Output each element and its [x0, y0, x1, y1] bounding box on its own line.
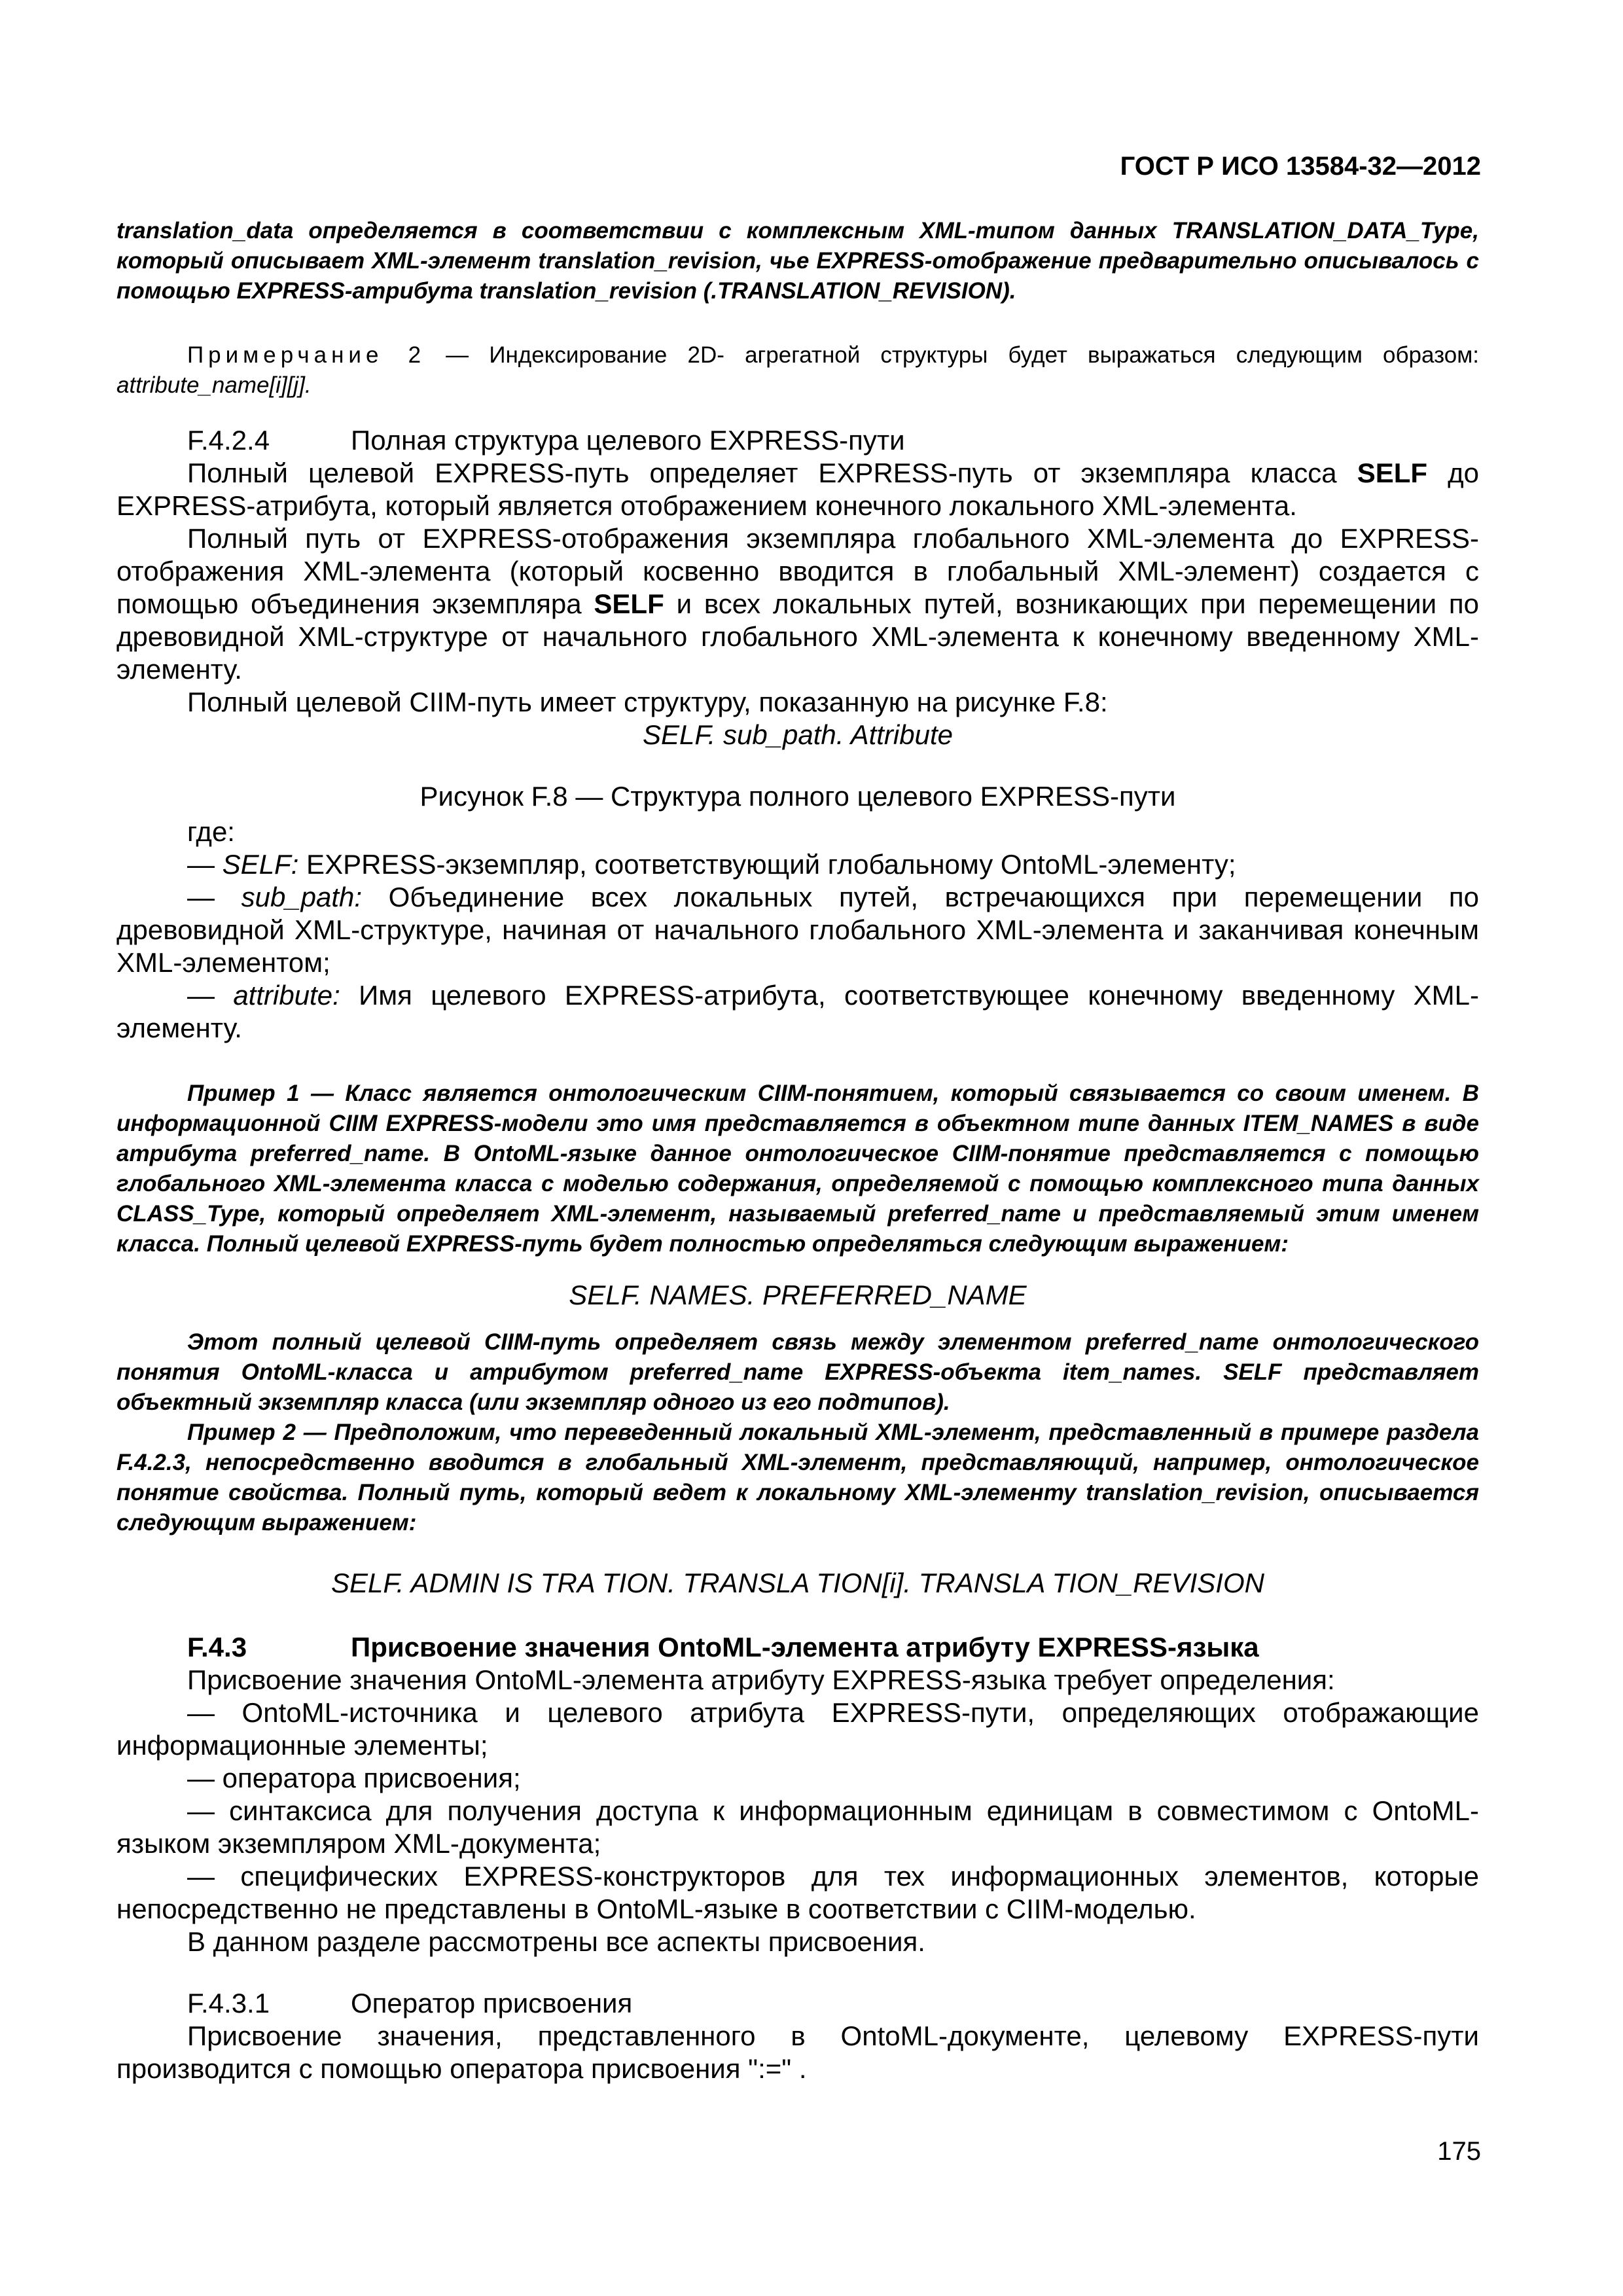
- section-number: F.4.3: [187, 1632, 247, 1662]
- paragraph-ciim-structure: Полный целевой CIIM-путь имеет структуру, показанную на рисунке F.8:: [187, 687, 1108, 717]
- list-item-sub-path: [116, 881, 1479, 979]
- dash: —: [187, 1861, 215, 1892]
- list-item-source: [116, 1696, 1479, 1762]
- list-item-operator: [116, 1762, 1479, 1795]
- section-title: Оператор присвоения: [351, 1988, 633, 2018]
- term: sub_path:: [241, 882, 363, 912]
- paragraph-operator: Присвоение значения, представленного в OntoML-документе, целевому EXPRESS-пути производится с помощью оператора присвоения ":=" .: [116, 2020, 1479, 2084]
- keyword-self: SELF: [594, 588, 664, 619]
- text: Полный путь от EXPRESS-отображения экземпляра глобального XML-элемента до EXPRESS-отображения XML-элемента (который косвенно вводится в глобальный XML-элемент) создается с помощью объединения экземпляра: [116, 523, 1479, 619]
- page-content: [116, 216, 1479, 2085]
- text: EXPRESS-экземпляр, соответствующий глобальному OntoML-элементу;: [298, 849, 1236, 880]
- example-2: Пример 2 — Предположим, что переведенный локальный XML-элемент, представленный в примере раздела F.4.2.3, непосредственно вводится в глобальный XML-элемент, представляющий, например, онтологическое понятие свойства. Полный путь, который ведет к локальному XML-элементу translation_revision, описывается следующим выражением:: [116, 1420, 1479, 1535]
- text: до EXPRESS-атрибута, который является отображением конечного локального XML-элемента.: [116, 457, 1479, 521]
- list-item-syntax: [116, 1795, 1479, 1860]
- text: синтаксиса для получения доступа к информационным единицам в совместимом с OntoML-языком экземпляром XML-документа;: [116, 1795, 1479, 1859]
- section-heading-f43: [116, 1631, 1479, 1664]
- paragraph-assignment: Присвоение значения OntoML-элемента атрибуту EXPRESS-языка требует определения:: [187, 1664, 1335, 1695]
- where-label: где:: [187, 816, 235, 847]
- text: и всех локальных путей, возникающих при перемещении по древовидной XML-структуре от начального глобального XML-элемента к конечному введенному XML-элементу.: [116, 588, 1479, 685]
- section-heading-f431: [116, 1987, 1479, 2020]
- section-number: F.4.3.1: [187, 1988, 270, 2018]
- term: attribute:: [233, 980, 340, 1011]
- dash: —: [187, 882, 215, 912]
- note-2: [116, 340, 1479, 401]
- note-text: — Индексирование 2D- агрегатной структуры будет выражаться следующим образом:: [425, 342, 1479, 368]
- note-label: Примерчание 2: [187, 342, 426, 368]
- expression-3: SELF. ADMIN IS TRA TION. TRANSLA TION[i]. TRANSLA TION_REVISION: [331, 1568, 1264, 1598]
- list-item-constructors: [116, 1860, 1479, 1926]
- dash: —: [187, 849, 215, 880]
- section-title: Полная структура целевого EXPRESS-пути: [351, 425, 905, 456]
- section-heading-f424: [116, 424, 1479, 457]
- dash: —: [187, 1795, 215, 1826]
- note-code: attribute_name[i][j].: [116, 372, 312, 398]
- text: Полный целевой EXPRESS-путь определяет EXPRESS-путь от экземпляра класса: [187, 457, 1357, 488]
- text: оператора присвоения;: [215, 1763, 521, 1793]
- document-header: ГОСТ Р ИСО 13584-32—2012: [1120, 152, 1481, 181]
- text: специфических EXPRESS-конструкторов для тех информационных элементов, которые непосредственно не представлены в OntoML-языке в соответствии с CIIM-моделью.: [116, 1861, 1479, 1924]
- expression-2: SELF. NAMES. PREFERRED_NAME: [569, 1280, 1027, 1310]
- list-item-self: [116, 848, 1479, 881]
- term: SELF:: [222, 849, 299, 880]
- list-item-attribute: [116, 979, 1479, 1045]
- paragraph-full-path: [116, 457, 1479, 522]
- expression-1: SELF. sub_path. Attribute: [643, 719, 953, 750]
- text: OntoML-источника и целевого атрибута EXPRESS-пути, определяющих отображающие информационные элементы;: [116, 1697, 1479, 1761]
- paragraph-aspects: В данном разделе рассмотрены все аспекты присвоения.: [187, 1926, 925, 1957]
- section-number: F.4.2.4: [187, 425, 270, 456]
- text: Объединение всех локальных путей, встречающихся при перемещении по древовидной XML-структуре, начиная от начального глобального XML-элемента и заканчивая конечным XML-элементом;: [116, 882, 1480, 978]
- dash: —: [187, 1763, 215, 1793]
- figure-caption: Рисунок F.8 — Структура полного целевого EXPRESS-пути: [419, 781, 1176, 812]
- keyword-self: SELF: [1357, 457, 1428, 488]
- paragraph-global-path: [116, 522, 1479, 686]
- page-number: 175: [1437, 2137, 1481, 2166]
- paragraph-translation-data: translation_data определяется в соответствии с комплексным XML-типом данных TRANSLATION_DATA_Type, который описывает XML-элемент translation_revision, чье EXPRESS-отображение предварительно описывалось с помощью EXPRESS-атрибута translation_revision (.TRANSLATION_REVISION).: [116, 218, 1479, 304]
- example-1-explanation: Этот полный целевой CIIM-путь определяет связь между элементом preferred_name онтологического понятия OntoML-класса и атрибутом preferred_name EXPRESS-объекта item_names. SELF представляет объектный экземпляр класса (или экземпляр одного из его подтипов).: [116, 1329, 1479, 1415]
- section-title: Присвоение значения OntoML-элемента атрибуту EXPRESS-языка: [351, 1632, 1259, 1662]
- example-1: Пример 1 — Класс является онтологическим CIIM-понятием, который связывается со своим именем. В информационной CIIM EXPRESS-модели это имя представляется в объектном типе данных ITEM_NAMES в виде атрибута preferred_name. В OntoML-языке данное онтологическое CIIM-понятие представляется с помощью глобального XML-элемента класса с моделью содержания, определяемой с помощью комплексного типа данных CLASS_Type, который определяет XML-элемент, называемый preferred_name и представляемый этим именем класса. Полный целевой EXPRESS-путь будет полностью определяться следующим выражением:: [116, 1081, 1479, 1257]
- dash: —: [187, 980, 215, 1011]
- dash: —: [187, 1697, 215, 1728]
- text: Имя целевого EXPRESS-атрибута, соответствующее конечному введенному XML-элементу.: [116, 980, 1479, 1043]
